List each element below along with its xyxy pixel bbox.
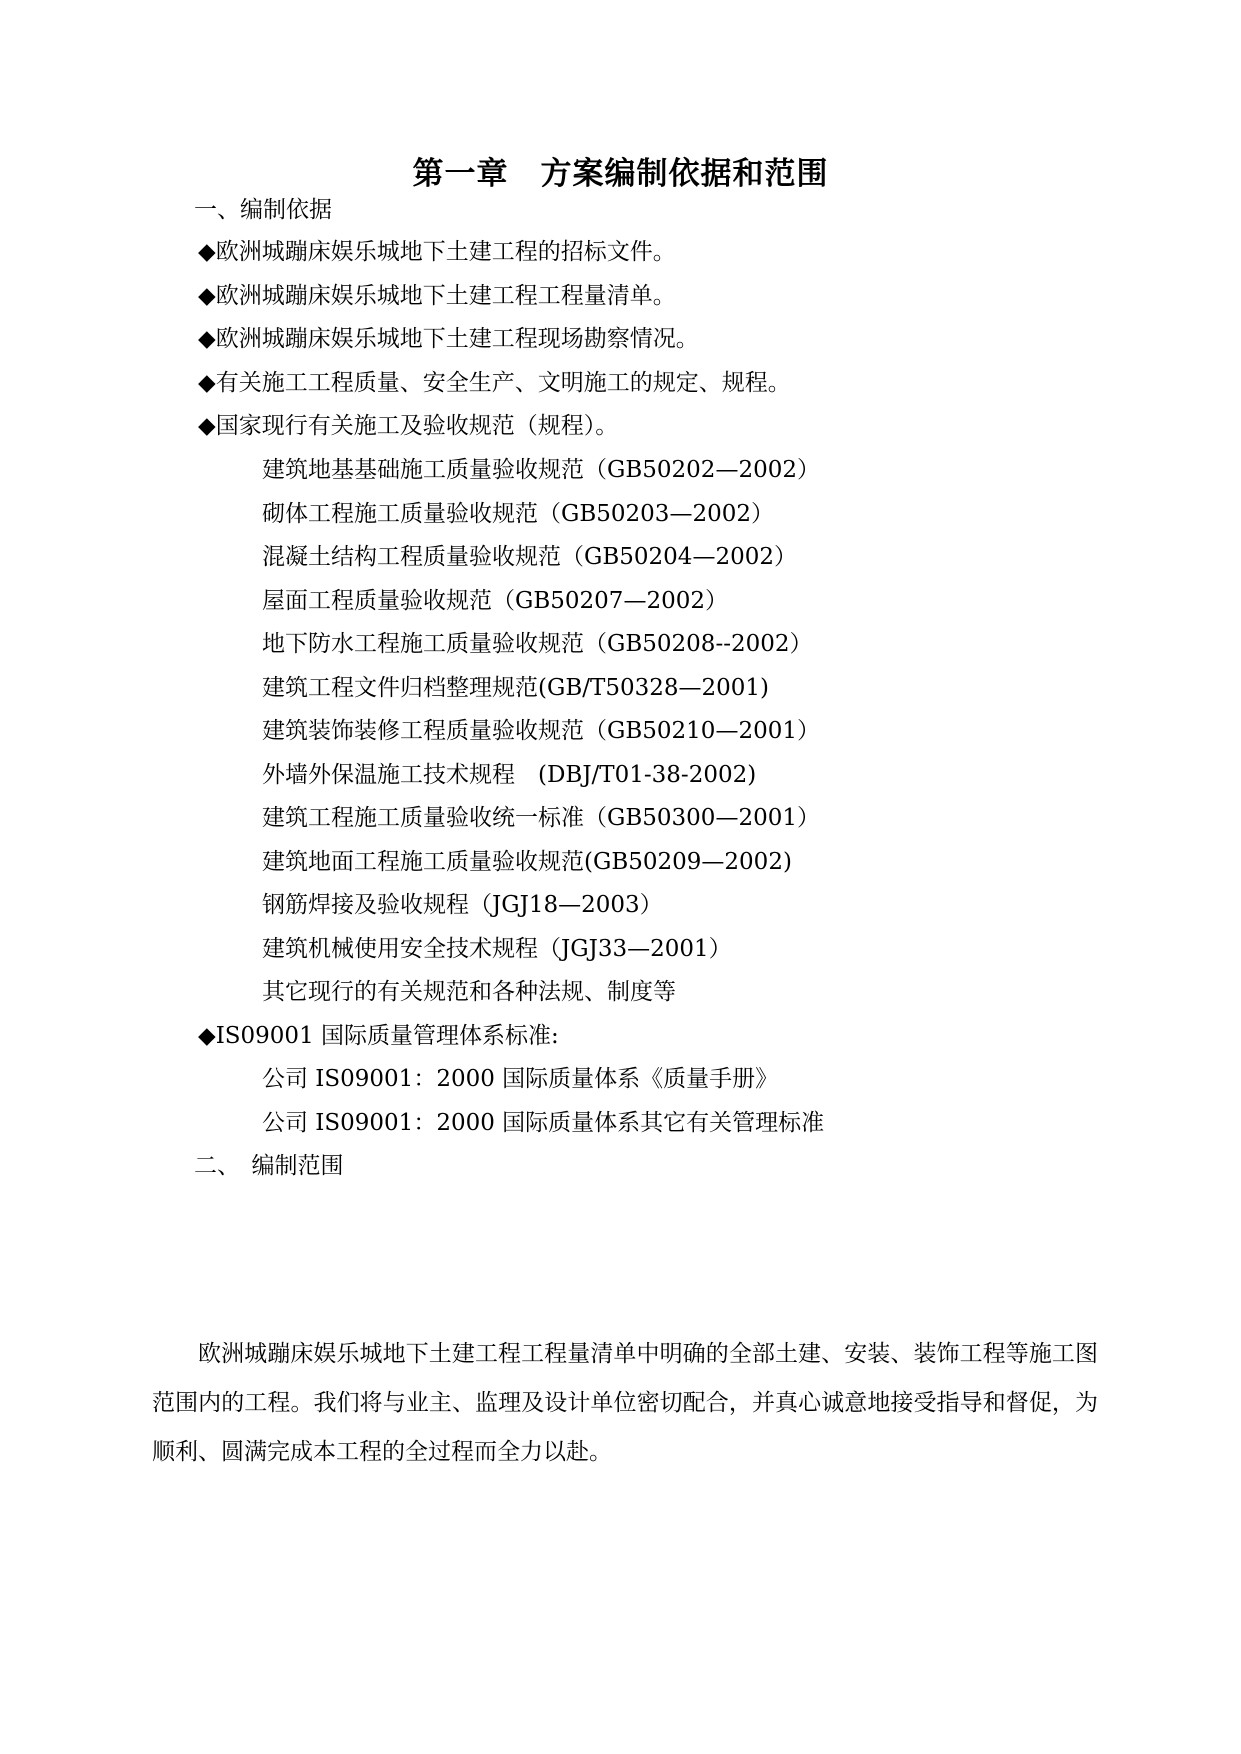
standard-item: 混凝土结构工程质量验收规范（GB50204—2002）: [262, 544, 797, 570]
iso-item: 公司 IS09001：2000 国际质量体系其它有关管理标准: [262, 1110, 825, 1136]
standard-item: 其它现行的有关规范和各种法规、制度等: [262, 979, 676, 1005]
standard-item: 砌体工程施工质量验收规范（GB50203—2002）: [262, 501, 774, 527]
bullet-item: ◆欧洲城蹦床娱乐城地下土建工程现场勘察情况。: [198, 326, 699, 352]
bullet-item: ◆国家现行有关施工及验收规范（规程）。: [198, 413, 619, 439]
bullet-item: ◆欧洲城蹦床娱乐城地下土建工程工程量清单。: [198, 283, 676, 309]
standard-item: 建筑工程施工质量验收统一标准（GB50300—2001）: [262, 805, 820, 831]
standard-item: 建筑工程文件归档整理规范(GB/T50328—2001): [262, 675, 770, 701]
section-heading-basis: 一、编制依据: [194, 197, 332, 223]
iso-bullet: ◆IS09001 国际质量管理体系标准:: [198, 1023, 559, 1049]
standard-item: 钢筋焊接及验收规程（JGJ18—2003）: [262, 892, 663, 918]
standard-item: 建筑机械使用安全技术规程（JGJ33—2001）: [262, 936, 732, 962]
standard-item: 地下防水工程施工质量验收规范（GB50208--2002）: [262, 631, 813, 657]
chapter-title: 第一章 方案编制依据和范围: [412, 156, 829, 192]
standard-item: 建筑装饰装修工程质量验收规范（GB50210—2001）: [262, 718, 820, 744]
standard-item: 建筑地基基础施工质量验收规范（GB50202—2002）: [262, 457, 820, 483]
scope-paragraph: 欧洲城蹦床娱乐城地下土建工程工程量清单中明确的全部土建、安装、装饰工程等施工图范围内的工程。我们将与业主、监理及设计单位密切配合，并真心诚意地接受指导和督促，为顺利、圆满完成本工程的全过程而全力以赴。: [152, 1341, 1098, 1465]
standard-item: 屋面工程质量验收规范（GB50207—2002）: [262, 588, 728, 614]
standard-item: 外墙外保温施工技术规程 (DBJ/T01-38-2002): [262, 762, 757, 788]
bullet-item: ◆有关施工工程质量、安全生产、文明施工的规定、规程。: [198, 370, 791, 396]
section-heading-scope: 二、 编制范围: [194, 1153, 344, 1179]
iso-item: 公司 IS09001：2000 国际质量体系《质量手册》: [262, 1066, 779, 1092]
bullet-item: ◆欧洲城蹦床娱乐城地下土建工程的招标文件。: [198, 239, 676, 265]
standard-item: 建筑地面工程施工质量验收规范(GB50209—2002): [262, 849, 792, 875]
